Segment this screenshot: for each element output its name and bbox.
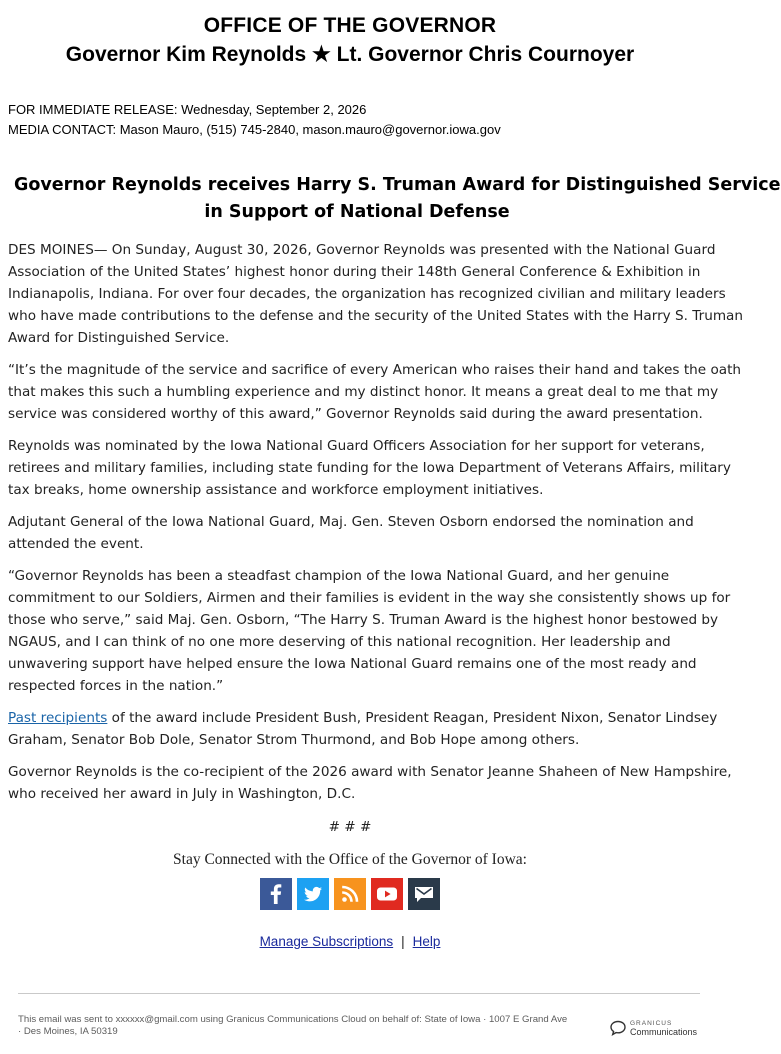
past-recipients-link[interactable]: Past recipients bbox=[8, 710, 108, 726]
social-icons bbox=[0, 878, 700, 910]
headline-line-2: in Support of National Defense bbox=[204, 202, 510, 222]
end-mark: # # # bbox=[328, 819, 372, 835]
press-body bbox=[0, 239, 744, 805]
email-footer bbox=[18, 1014, 598, 1038]
granicus-subtitle: Communications bbox=[630, 1027, 698, 1037]
twitter-icon[interactable] bbox=[297, 878, 329, 910]
subscription-links bbox=[0, 934, 700, 949]
help-link[interactable]: Help bbox=[412, 934, 441, 949]
youtube-icon[interactable] bbox=[371, 878, 403, 910]
footer-line-2: · Des Moines, IA 50319 bbox=[18, 1026, 118, 1037]
paragraph-adjutant: Adjutant General of the Iowa National Guard, Maj. Gen. Steven Osborn endorsed the nomination and attended the event. bbox=[8, 514, 694, 552]
paragraph-quote-governor: “It’s the magnitude of the service and sacrifice of every American who raises their hand and takes the oath that makes this such a humbling experience and my distinct honor. It means a great deal to me that my service was considered worthy of this award,” Governor Reynolds said during the award presentation. bbox=[8, 362, 742, 422]
paragraph-intro: DES MOINES— On Sunday, August 30, 2026, Governor Reynolds was presented with the National Guard Association of the United States’ highest honor during their 148th General Conference & Exhibition in Indianapolis, Indiana. For over four decades, the organization has recognized civilian and military leaders who have made contributions to the defense and the security of the United States with the Harry S. Truman Award for Distinguished Service. bbox=[8, 242, 744, 346]
facebook-icon[interactable] bbox=[260, 878, 292, 910]
headline-line-1: Governor Reynolds receives Harry S. Truman Award for Distinguished Service bbox=[14, 175, 781, 195]
office-title: OFFICE OF THE GOVERNOR bbox=[203, 14, 497, 37]
email-icon[interactable] bbox=[408, 878, 440, 910]
paragraph-co-recipient: Governor Reynolds is the co-recipient of the 2026 award with Senator Jeanne Shaheen of New Hampshire, who received her award in July in Washington, D.C. bbox=[8, 764, 732, 802]
stay-connected-text: Stay Connected with the Office of the Governor of Iowa: bbox=[173, 851, 527, 868]
governors-line: Governor Kim Reynolds ★ Lt. Governor Chris Cournoyer bbox=[65, 43, 635, 66]
footer-divider bbox=[18, 993, 700, 994]
footer-line-1: This email was sent to xxxxxx@gmail.com using Granicus Communications Cloud on behalf of: State of Iowa · 1007 E Grand Ave bbox=[18, 1014, 568, 1025]
media-contact: MEDIA CONTACT: Mason Mauro, (515) 745-2840, mason.mauro@governor.iowa.gov bbox=[8, 122, 501, 137]
paragraph-nomination: Reynolds was nominated by the Iowa National Guard Officers Association for her support for veterans, retirees and military families, including state funding for the Iowa Department of Veterans Affairs, military tax breaks, home ownership assistance and workforce employment initiatives. bbox=[8, 438, 731, 498]
granicus-wordmark: GRANICUS bbox=[630, 1020, 673, 1027]
email-header bbox=[0, 0, 700, 70]
granicus-logo[interactable] bbox=[609, 1019, 697, 1037]
press-headline bbox=[0, 172, 781, 226]
rss-icon[interactable] bbox=[334, 878, 366, 910]
manage-subscriptions-link[interactable]: Manage Subscriptions bbox=[259, 934, 394, 949]
paragraph-past-recipients: Past recipients of the award include President Bush, President Reagan, President Nixon, Senator Lindsey Graham, Senator Bob Dole, Senator Strom Thurmond, and Bob Hope among others. bbox=[8, 710, 718, 748]
link-separator: | bbox=[401, 934, 405, 949]
paragraph-quote-osborn: “Governor Reynolds has been a steadfast champion of the Iowa National Guard, and her genuine commitment to our Soldiers, Airmen and their families is evident in the way she consistently shows up for those who serve,” said Maj. Gen. Osborn, “The Harry S. Truman Award is the highest honor bestowed by NGAUS, and I can think of no one more deserving of this national recognition. Her leadership and unwavering support have helped ensure the Iowa National Guard remains one of the most ready and respected forces in the nation.” bbox=[8, 568, 731, 694]
release-info bbox=[8, 100, 700, 140]
release-date: FOR IMMEDIATE RELEASE: Wednesday, September 2, 2026 bbox=[8, 102, 367, 117]
granicus-bubble-icon bbox=[609, 1020, 627, 1036]
